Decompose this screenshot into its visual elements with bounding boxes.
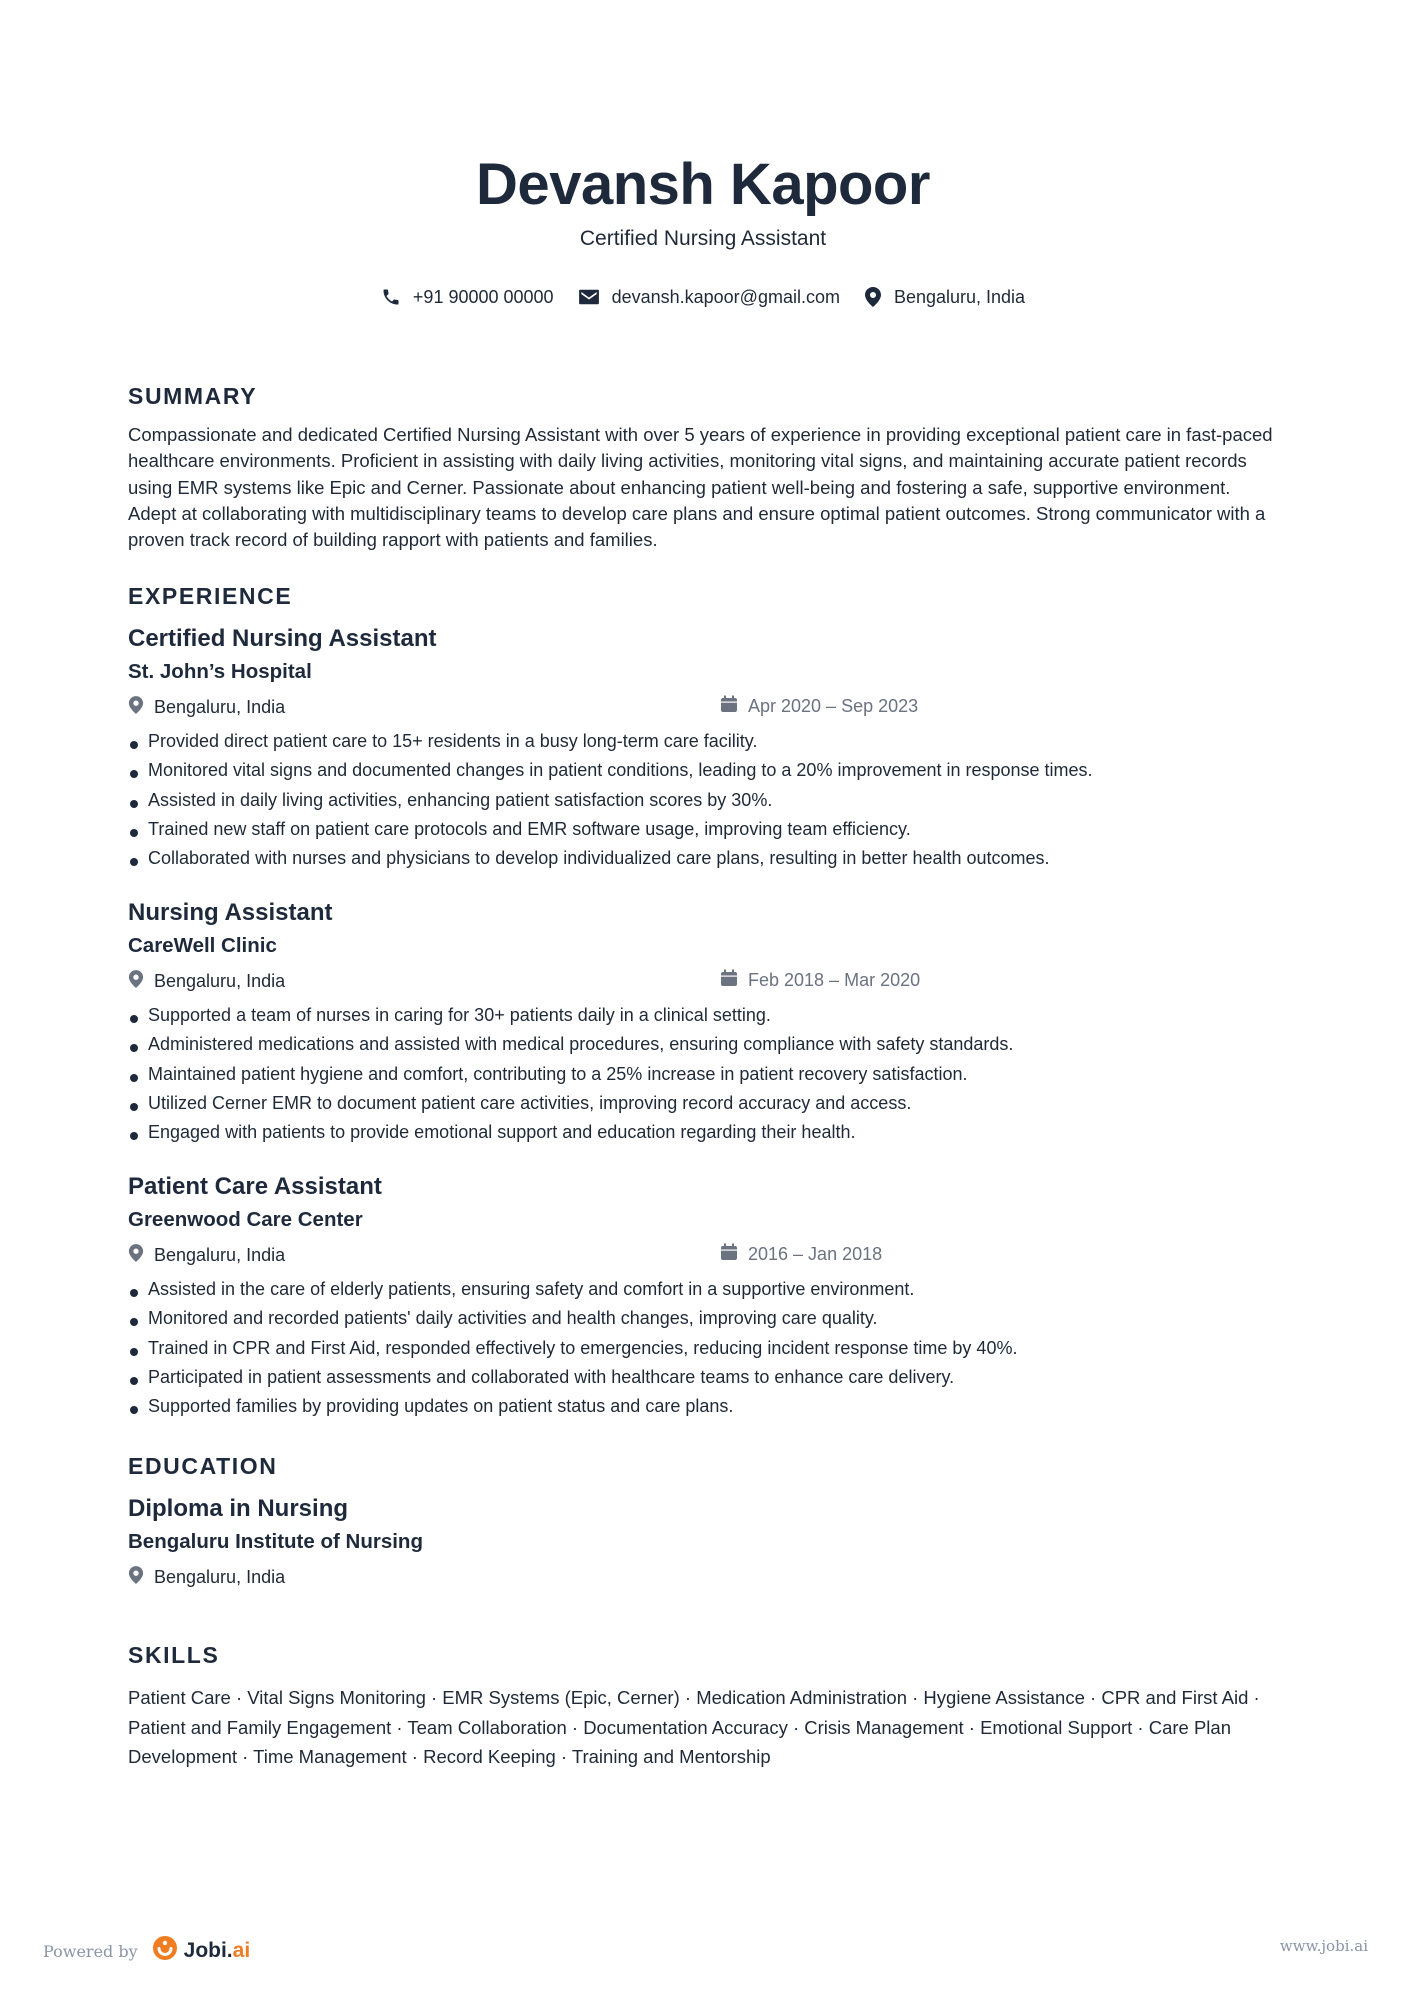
list-item: Monitored vital signs and documented changes in patient conditions, leading to a 20% improvement in response times.	[128, 756, 1278, 785]
list-item: Maintained patient hygiene and comfort, contributing to a 25% increase in patient recovery satisfaction.	[128, 1060, 1278, 1089]
list-item: Utilized Cerner EMR to document patient care activities, improving record accuracy and access.	[128, 1089, 1278, 1118]
experience-heading: EXPERIENCE	[128, 583, 293, 609]
job-dates-text: Apr 2020 – Sep 2023	[748, 696, 919, 716]
calendar-icon	[720, 1243, 738, 1266]
location-pin-icon	[128, 969, 144, 994]
footer-url[interactable]: www.jobi.ai	[1279, 1937, 1368, 1955]
list-item: Supported a team of nurses in caring for 30+ patients daily in a clinical setting.	[128, 1001, 1278, 1030]
job-meta	[128, 969, 1278, 997]
skills-text: Patient Care · Vital Signs Monitoring · EMR Systems (Epic, Cerner) · Medication Administration · Hygiene Assistance · CPR and First Aid · Patient and Family Engagement · Team Collaboration · Documentation Accuracy · Crisis Management · Emotional Support · Care Plan Development · Time Management · Record Keeping · Training and Mentorship	[128, 1687, 1260, 1767]
job-title: Nursing Assistant	[128, 899, 333, 926]
list-item: Supported families by providing updates on patient status and care plans.	[128, 1392, 1278, 1421]
mail-icon	[578, 288, 600, 306]
email-text: devansh.kapoor@gmail.com	[611, 286, 840, 307]
list-item: Assisted in daily living activities, enhancing patient satisfaction scores by 30%.	[128, 786, 1278, 815]
institution-name: Bengaluru Institute of Nursing	[128, 1530, 423, 1553]
contact-bar	[128, 286, 1278, 308]
candidate-name: Devansh Kapoor	[476, 152, 930, 217]
phone-text: +91 90000 00000	[412, 286, 554, 307]
job-employer: Greenwood Care Center	[128, 1208, 363, 1231]
jobi-logo-icon	[152, 1935, 178, 1967]
contact-location	[864, 286, 1025, 308]
powered-by-text: Powered by	[43, 1941, 138, 1961]
footer-branding	[43, 1935, 250, 1967]
job-location-text: Bengaluru, India	[154, 1245, 286, 1265]
job-title: Certified Nursing Assistant	[128, 625, 437, 652]
location-pin-icon	[128, 695, 144, 720]
job-meta	[128, 1243, 1278, 1271]
summary-heading: SUMMARY	[128, 383, 258, 409]
list-item: Provided direct patient care to 15+ residents in a busy long-term care facility.	[128, 727, 1278, 756]
job-dates-text: 2016 – Jan 2018	[748, 1244, 883, 1264]
location-pin-icon	[128, 1243, 144, 1268]
education-item	[128, 1494, 1278, 1593]
job-dates	[720, 695, 918, 718]
job-bullets	[128, 1275, 1278, 1421]
job-title: Patient Care Assistant	[128, 1173, 382, 1200]
contact-email	[578, 287, 840, 308]
degree-title: Diploma in Nursing	[128, 1495, 349, 1522]
location-text: Bengaluru, India	[893, 286, 1026, 307]
location-pin-icon	[128, 1565, 144, 1590]
jobi-logo[interactable]	[152, 1935, 251, 1967]
list-item: Participated in patient assessments and collaborated with healthcare teams to enhance care delivery.	[128, 1363, 1278, 1392]
list-item: Trained in CPR and First Aid, responded effectively to emergencies, reducing incident response time by 40%.	[128, 1334, 1278, 1363]
job-location	[128, 1243, 285, 1268]
job-location	[128, 695, 285, 720]
list-item: Monitored and recorded patients' daily activities and health changes, improving care quality.	[128, 1304, 1278, 1333]
job-bullets	[128, 727, 1278, 873]
education-location	[128, 1565, 285, 1590]
education-meta	[128, 1565, 1278, 1593]
job-dates-text: Feb 2018 – Mar 2020	[748, 970, 921, 990]
experience-item	[128, 1172, 1278, 1421]
list-item: Engaged with patients to provide emotional support and education regarding their health.	[128, 1118, 1278, 1147]
job-dates	[720, 969, 920, 992]
list-item: Collaborated with nurses and physicians to develop individualized care plans, resulting in better health outcomes.	[128, 844, 1278, 873]
list-item: Administered medications and assisted with medical procedures, ensuring compliance with safety standards.	[128, 1030, 1278, 1059]
brand-suffix: ai	[232, 1939, 251, 1962]
candidate-title: Certified Nursing Assistant	[579, 227, 827, 250]
education-location-text: Bengaluru, India	[154, 1567, 286, 1587]
education-heading: EDUCATION	[128, 1453, 278, 1479]
job-location-text: Bengaluru, India	[154, 971, 286, 991]
job-bullets	[128, 1001, 1278, 1147]
skills-heading: SKILLS	[128, 1642, 220, 1668]
list-item: Trained new staff on patient care protocols and EMR software usage, improving team efficiency.	[128, 815, 1278, 844]
job-dates	[720, 1243, 882, 1266]
job-employer: CareWell Clinic	[128, 934, 277, 957]
brand-name: Jobi.	[183, 1939, 233, 1962]
job-meta	[128, 695, 1278, 723]
experience-item	[128, 898, 1278, 1147]
resume-header	[128, 150, 1278, 308]
contact-phone	[381, 287, 554, 308]
job-location	[128, 969, 285, 994]
phone-icon	[381, 287, 401, 307]
calendar-icon	[720, 695, 738, 718]
experience-item	[128, 624, 1278, 873]
summary-text: Compassionate and dedicated Certified Nursing Assistant with over 5 years of experience in providing exceptional patient care in fast-paced healthcare environments. Proficient in assisting with daily living activities, monitoring vital signs, and maintaining accurate patient records using EMR systems like Epic and Cerner. Passionate about enhancing patient well-being and fostering a safe, supportive environment. Adept at collaborating with multidisciplinary teams to develop care plans and ensure optimal patient outcomes. Strong communicator with a proven track record of building rapport with patients and families.	[128, 424, 1273, 551]
location-pin-icon	[864, 286, 882, 308]
calendar-icon	[720, 969, 738, 992]
list-item: Assisted in the care of elderly patients, ensuring safety and comfort in a supportive environment.	[128, 1275, 1278, 1304]
job-employer: St. John’s Hospital	[128, 660, 312, 683]
job-location-text: Bengaluru, India	[154, 697, 286, 717]
